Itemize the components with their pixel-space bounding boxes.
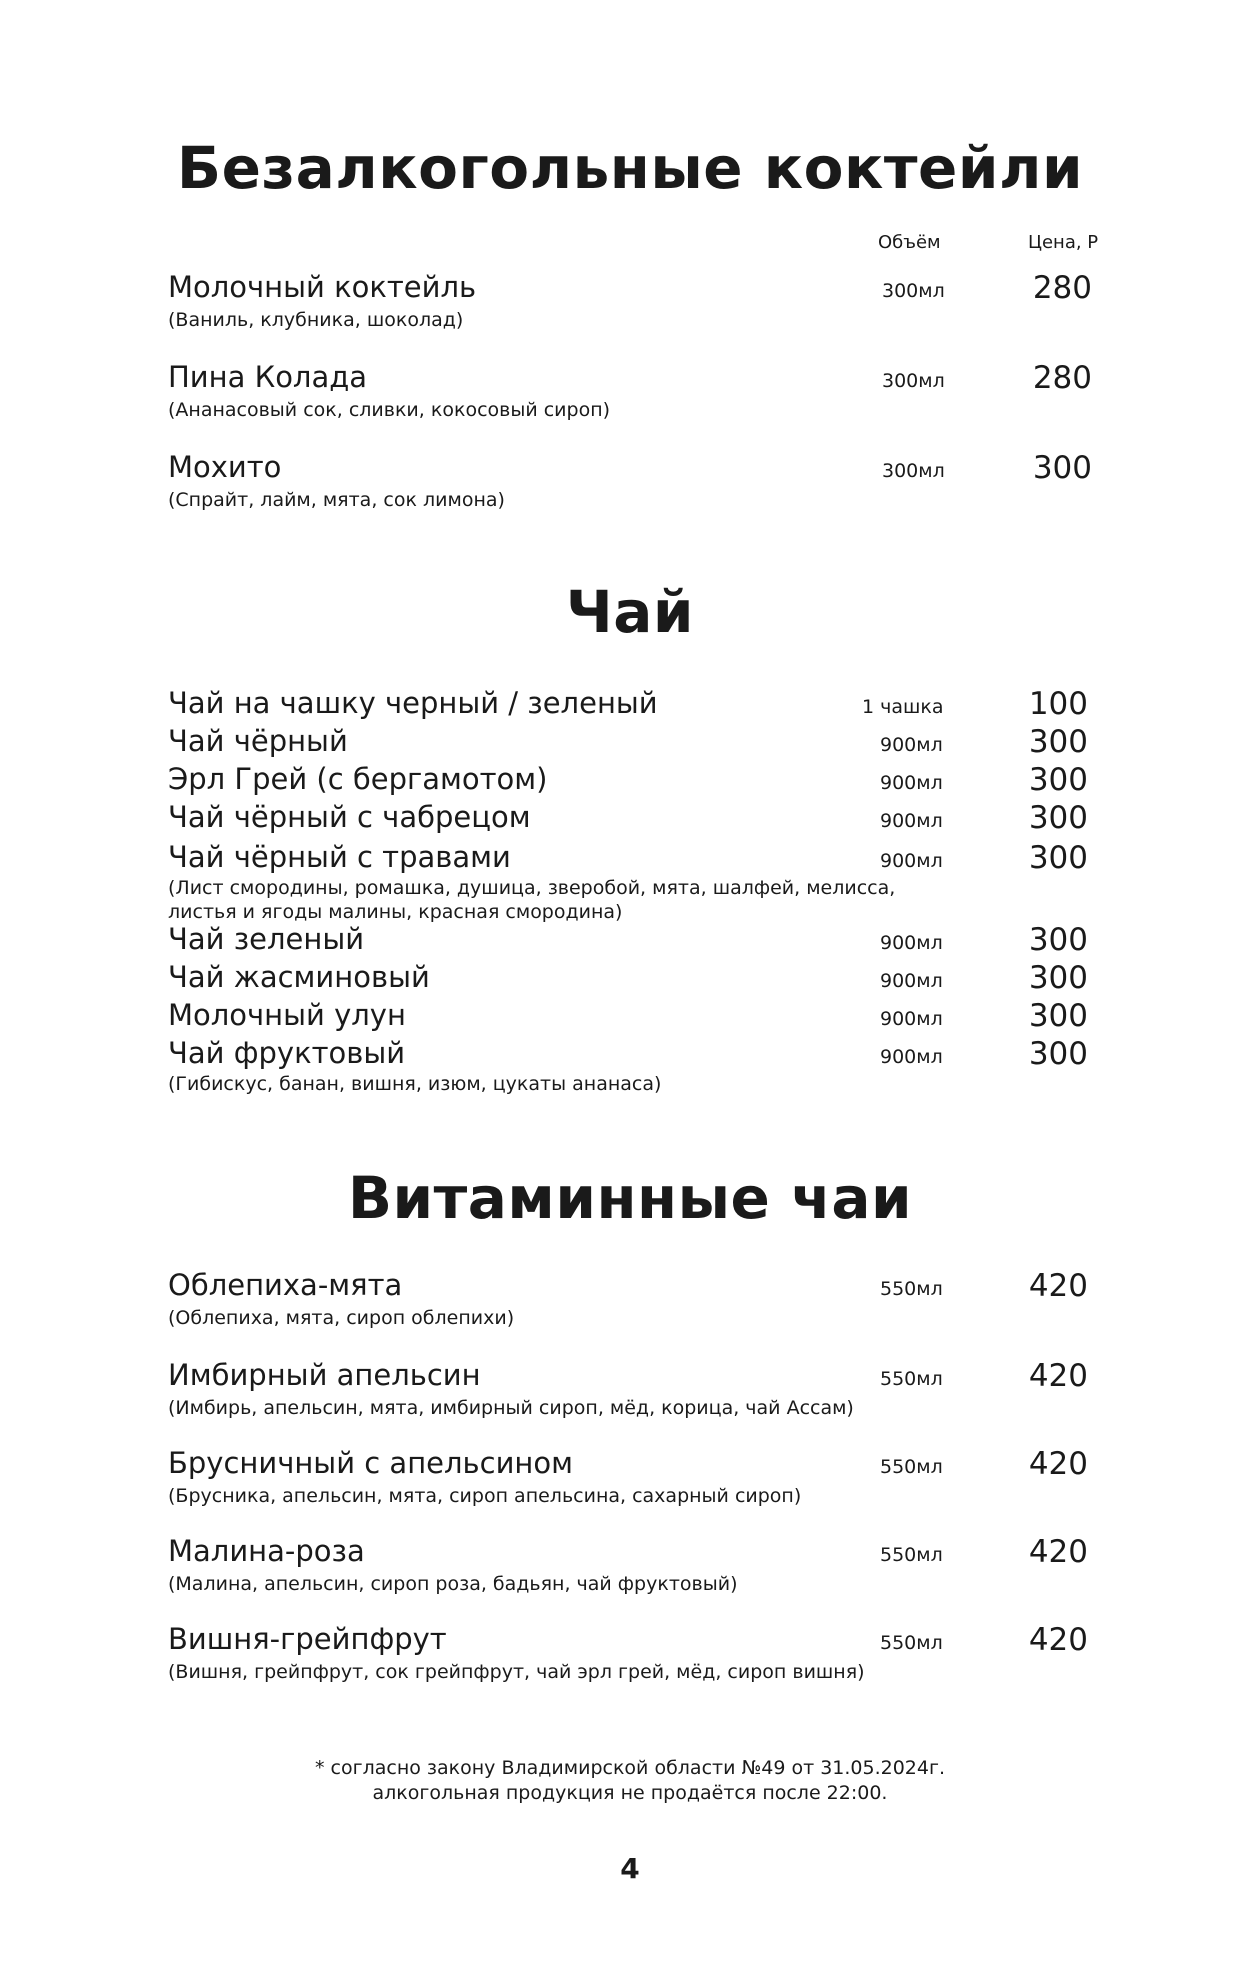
footnote-line: алкогольная продукция не продаётся после 22:00.: [372, 1782, 888, 1804]
item-description: (Брусника, апельсин, мята, сироп апельсина, сахарный сироп): [168, 1485, 802, 1507]
item-description: (Ананасовый сок, сливки, кокосовый сироп): [168, 399, 611, 421]
footnote-line: * согласно закону Владимирской области №49 от 31.05.2024г.: [315, 1757, 945, 1779]
item-name: Молочный улун: [168, 998, 406, 1032]
item-volume: 550мл: [880, 1544, 943, 1566]
item-name: Чай на чашку черный / зеленый: [168, 686, 658, 720]
item-name: Эрл Грей (с бергамотом): [168, 762, 548, 796]
item-description: (Лист смородины, ромашка, душица, зверобой, мята, шалфей, мелисса,: [168, 877, 896, 899]
item-name: Имбирный апельсин: [168, 1358, 481, 1392]
item-price: 300: [1032, 450, 1092, 486]
item-volume: 550мл: [880, 1456, 943, 1478]
item-price: 300: [1028, 840, 1088, 876]
item-name: Чай чёрный с травами: [168, 840, 511, 874]
item-volume: 900мл: [880, 734, 943, 756]
item-name: Малина-роза: [168, 1534, 365, 1568]
item-price: 300: [1028, 998, 1088, 1034]
item-name: Облепиха-мята: [168, 1268, 403, 1302]
item-volume: 900мл: [880, 970, 943, 992]
item-volume: 900мл: [880, 932, 943, 954]
item-volume: 1 чашка: [862, 696, 944, 718]
item-price: 420: [1028, 1534, 1088, 1570]
item-price: 300: [1028, 724, 1088, 760]
column-header-volume: Объём: [878, 232, 941, 253]
item-name: Вишня-грейпфрут: [168, 1622, 447, 1656]
section-title-tea: Чай: [565, 578, 695, 646]
item-price: 420: [1028, 1446, 1088, 1482]
item-volume: 900мл: [880, 1046, 943, 1068]
item-price: 300: [1028, 1036, 1088, 1072]
section-title-vitamin-teas: Витаминные чаи: [347, 1164, 913, 1232]
item-volume: 300мл: [882, 370, 945, 392]
item-volume: 900мл: [880, 850, 943, 872]
page-number: 4: [620, 1852, 640, 1885]
item-price: 280: [1032, 270, 1092, 306]
item-name: Чай чёрный: [168, 724, 348, 758]
item-volume: 550мл: [880, 1368, 943, 1390]
item-price: 280: [1032, 360, 1092, 396]
item-description: (Ваниль, клубника, шоколад): [168, 309, 464, 331]
item-name: Чай фруктовый: [168, 1036, 406, 1070]
item-price: 420: [1028, 1358, 1088, 1394]
item-price: 420: [1028, 1622, 1088, 1658]
item-volume: 300мл: [882, 280, 945, 302]
item-volume: 900мл: [880, 772, 943, 794]
item-name: Чай чёрный с чабрецом: [168, 800, 531, 834]
item-volume: 300мл: [882, 460, 945, 482]
item-name: Мохито: [168, 450, 282, 484]
section-title-cocktails: Безалкогольные коктейли: [176, 134, 1084, 202]
item-description: (Облепиха, мята, сироп облепихи): [168, 1307, 515, 1329]
item-description: (Имбирь, апельсин, мята, имбирный сироп, мёд, корица, чай Ассам): [168, 1397, 854, 1419]
item-name: Чай жасминовый: [168, 960, 430, 994]
item-name: Брусничный с апельсином: [168, 1446, 574, 1480]
item-volume: 900мл: [880, 1008, 943, 1030]
item-description: (Гибискус, банан, вишня, изюм, цукаты ананаса): [168, 1073, 662, 1095]
item-price: 100: [1028, 686, 1088, 722]
item-price: 300: [1028, 922, 1088, 958]
item-name: Пина Колада: [168, 360, 368, 394]
item-volume: 550мл: [880, 1632, 943, 1654]
item-price: 300: [1028, 800, 1088, 836]
item-volume: 900мл: [880, 810, 943, 832]
column-header-price: Цена, Р: [1028, 232, 1099, 253]
item-description: (Спрайт, лайм, мята, сок лимона): [168, 489, 505, 511]
item-price: 300: [1028, 762, 1088, 798]
item-description: листья и ягоды малины, красная смородина): [168, 901, 623, 923]
item-description: (Вишня, грейпфрут, сок грейпфрут, чай эрл грей, мёд, сироп вишня): [168, 1661, 865, 1683]
item-name: Молочный коктейль: [168, 270, 477, 304]
item-volume: 550мл: [880, 1278, 943, 1300]
item-price: 420: [1028, 1268, 1088, 1304]
item-description: (Малина, апельсин, сироп роза, бадьян, чай фруктовый): [168, 1573, 738, 1595]
item-price: 300: [1028, 960, 1088, 996]
item-name: Чай зеленый: [168, 922, 365, 956]
